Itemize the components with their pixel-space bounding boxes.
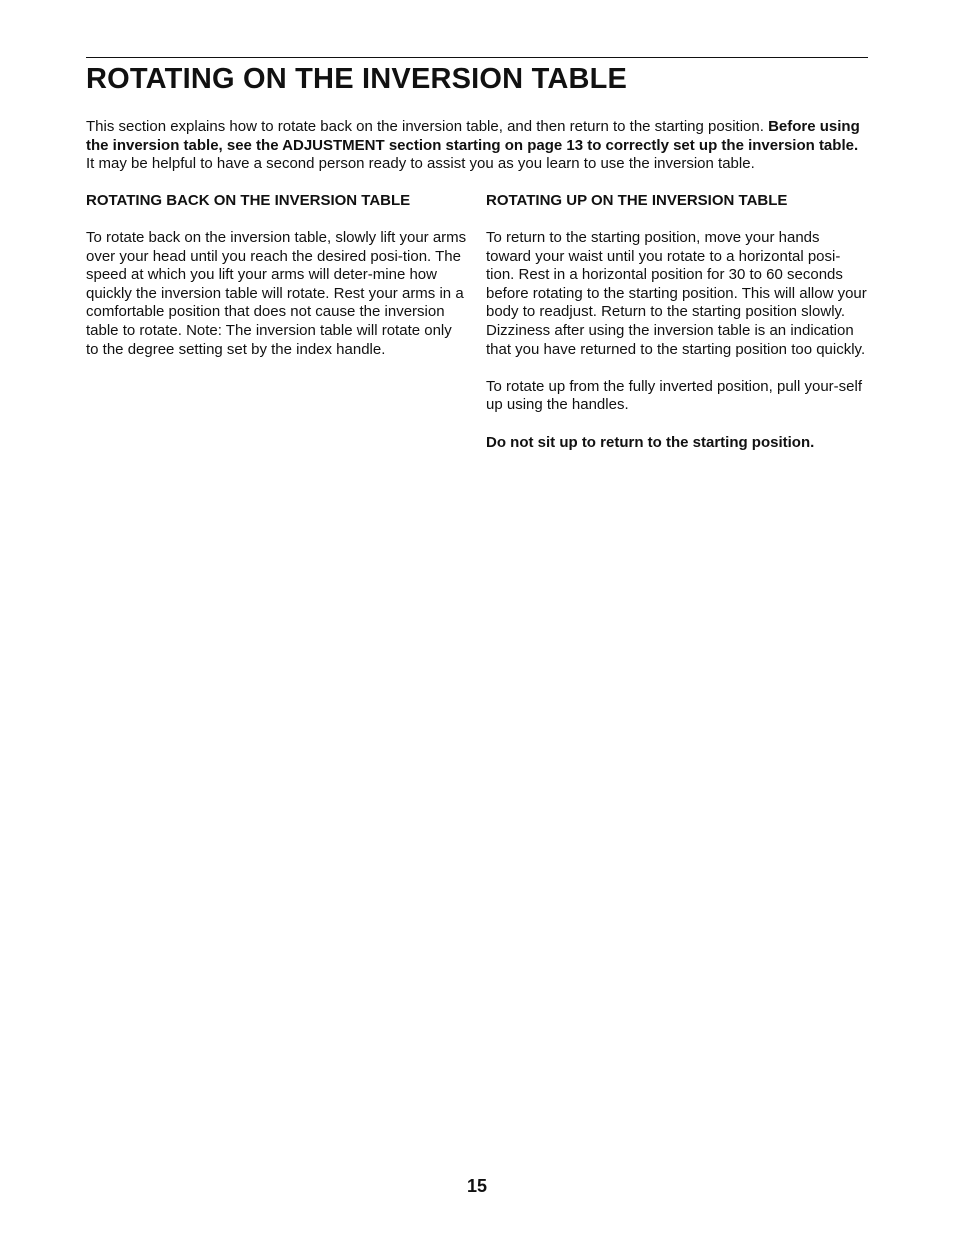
rotating-up-paragraph-2: To rotate up from the fully inverted position, pull your-self up using the handles. bbox=[486, 377, 863, 414]
right-column bbox=[486, 192, 868, 452]
intro-text-2: It may be helpful to have a second person ready to assist you as you learn to use the inversion table. bbox=[86, 155, 755, 173]
top-rule bbox=[86, 57, 868, 58]
intro-text-1: This section explains how to rotate back on the inversion table, and then return to the starting position. bbox=[86, 118, 769, 135]
two-column-section bbox=[86, 192, 868, 492]
rotating-up-paragraph-1: To return to the starting position, move your hands toward your waist until you rotate to a horizontal posi-tion. Rest in a horizontal position for 30 to 60 seconds before rotating to the starting position. This will allow your body to readjust. Return to the starting position slowly. Dizziness after using the inversion table is an indication that you have returned to the starting position too quickly. bbox=[486, 228, 867, 358]
intro-bold-text: Before using the inversion table, see the ADJUSTMENT section starting on page 13 to correctly set up the inversion table. bbox=[86, 118, 860, 154]
page-title: ROTATING ON THE INVERSION TABLE bbox=[86, 63, 628, 95]
rotating-up-heading: ROTATING UP ON THE INVERSION TABLE bbox=[486, 191, 788, 209]
intro-paragraph bbox=[86, 118, 868, 174]
rotating-up-warning: Do not sit up to return to the starting position. bbox=[486, 433, 815, 451]
page-content bbox=[86, 57, 868, 492]
rotating-back-paragraph: To rotate back on the inversion table, slowly lift your arms over your head until you reach the desired posi-tion. The speed at which you lift your arms will deter-mine how quickly the inversion table will rotate. Rest your arms in a comfortable position that does not cause the inversion table to rotate. Note: The inversion table will rotate only to the degree setting set by the index handle. bbox=[86, 228, 467, 358]
page-number: 15 bbox=[466, 1176, 488, 1196]
rotating-back-heading: ROTATING BACK ON THE INVERSION TABLE bbox=[86, 191, 411, 209]
left-column bbox=[86, 192, 468, 359]
